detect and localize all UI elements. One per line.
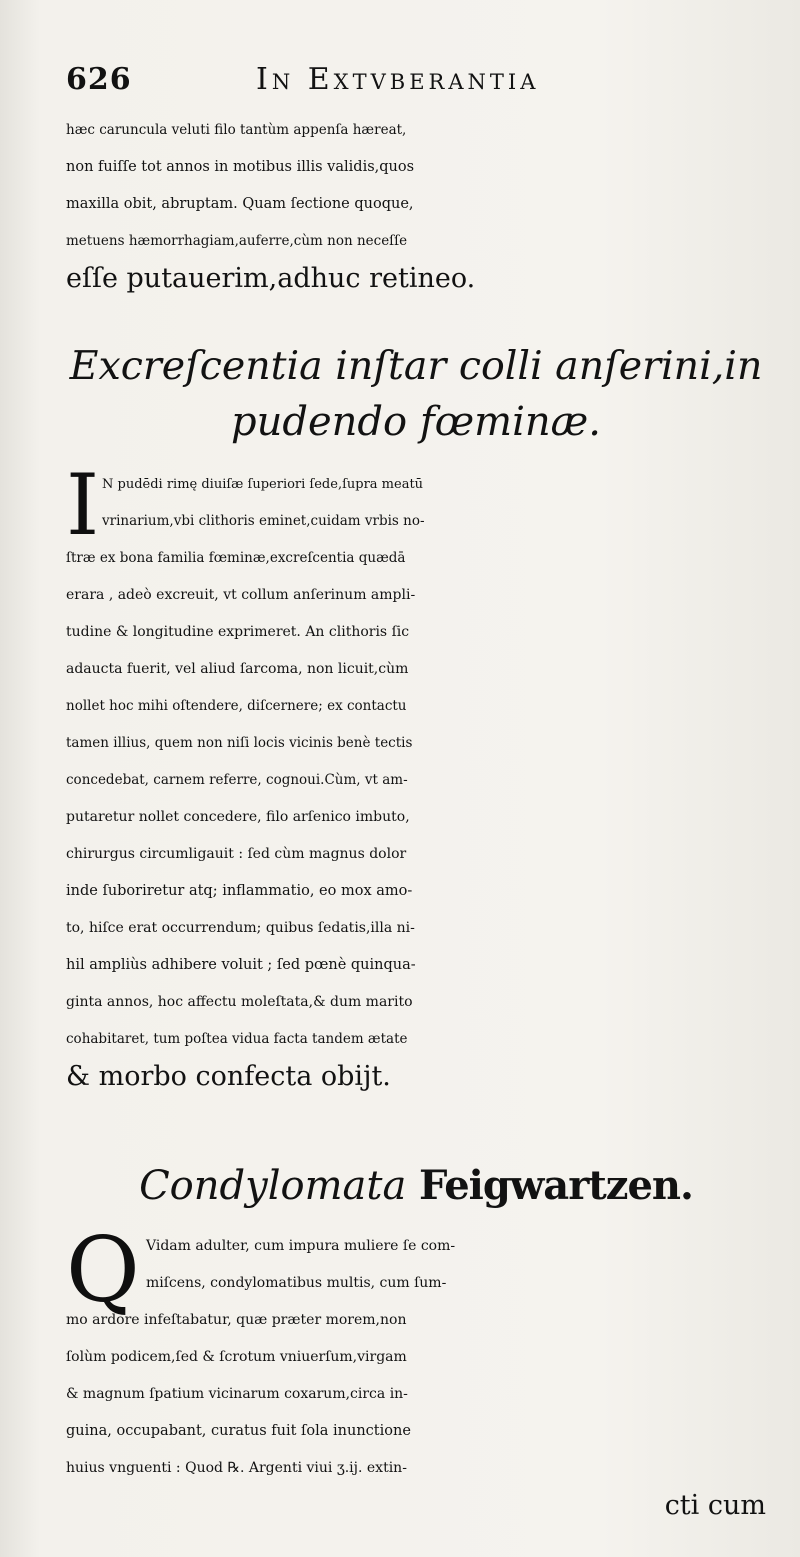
text-line: ſtræ ex bona familia fœminæ,excreſcentia quædā [66,550,406,566]
section-heading-condylomata [66,1158,766,1214]
running-head-title: In Extvberantia [256,62,540,97]
text-line: concedebat, carnem referre, cognoui.Cùm, vt am- [66,772,408,788]
text-line: to, hiſce erat occurrendum; quibus ſedatis,illa ni- [66,920,415,936]
text-line: nollet hoc mihi oſtendere, diſcernere; ex contactu [66,698,407,714]
drop-cap: I [66,456,100,554]
text-line: inde ſuboriretur atq; inflammatio, eo mox amo- [66,883,413,899]
paragraph-continuation [66,112,766,297]
drop-cap: Q [66,1218,140,1323]
text-line: non fuiſſe tot annos in motibus illis validis,quos [66,159,415,175]
text-line: metuens hæmorrhagiam,auferre,cùm non neceſſe [66,233,408,249]
text-line: tamen illius, quem non niſi locis vicinis benè tectis [66,735,413,751]
page-number: 626 [66,62,132,97]
text-line: miſcens, condylomatibus multis, cum ſum- [146,1275,447,1291]
text-line: N pudēdi rimę diuiſæ ſuperiori ſede,ſupra meatū [102,477,424,492]
text-line: huius vnguenti : Quod ℞. Argenti viui ʒ.ij. extin- [66,1460,407,1476]
text-line: hil ampliùs adhibere voluit ; ſed pœnè quinqua- [66,957,416,973]
text-line: erara , adeò excreuit, vt collum anſerinum ampli- [66,587,416,603]
text-line: putaretur nollet concedere, filo arſenico imbuto, [66,809,410,825]
section-heading-excrescentia [66,338,766,450]
heading-german: Feigwartzen. [419,1162,693,1209]
text-line: ſolùm podicem,ſed & ſcrotum vniuerſum,virgam [66,1349,407,1365]
text-line: vrinarium,vbi clithoris eminet,cuidam vrbis no- [102,513,425,529]
text-line: & morbo confecta obijt. [66,1061,391,1092]
text-line: adaucta fuerit, vel aliud ſarcoma, non licuit,cùm [66,661,409,677]
heading-line: Excreſcentia inſtar colli anſerini,in [69,343,763,389]
heading-line: pudendo fœminæ. [231,399,601,445]
text-line: hæc caruncula veluti filo tantùm appenſa hæreat, [66,122,407,138]
heading-latin: Condylomata [139,1163,407,1209]
text-line: maxilla obit, abruptam. Quam ſectione quoque, [66,196,414,212]
text-line: mo ardore infeſtabatur, quæ præter morem,non [66,1312,407,1328]
text-line: tudine & longitudine exprimeret. An clithoris ſic [66,624,410,640]
catchword: cti cum [664,1490,766,1521]
text-line: & magnum ſpatium vicinarum coxarum,circa in- [66,1386,408,1402]
text-line: Vidam adulter, cum impura muliere ſe com- [146,1238,456,1254]
text-line: chirurgus circumligauit : ſed cùm magnus dolor [66,846,407,862]
text-line: ginta annos, hoc affectu moleſtata,& dum marito [66,994,413,1010]
text-line: eſſe putauerim,adhuc retineo. [66,263,476,294]
text-line: cohabitaret, tum poſtea vidua facta tandem ætate [66,1031,408,1047]
text-line: guina, occupabant, curatus fuit ſola inunctione [66,1423,411,1439]
paragraph-excrescentia [66,456,766,1095]
paragraph-condylomata [66,1218,766,1524]
running-head [66,62,766,102]
